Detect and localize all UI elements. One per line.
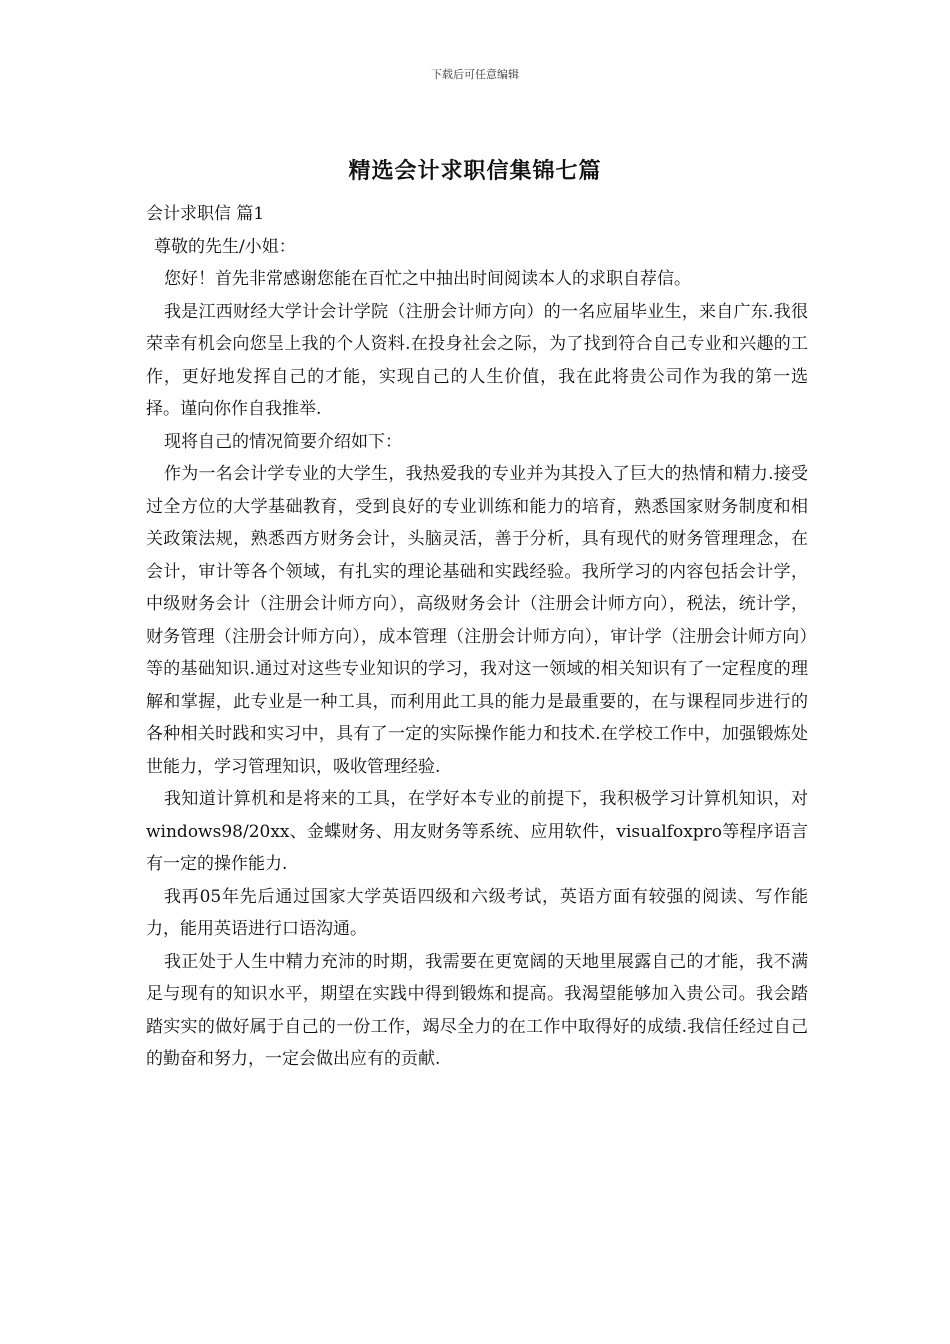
document-title: 精选会计求职信集锦七篇 bbox=[348, 158, 602, 184]
section-heading: 会计求职信 篇1 bbox=[146, 204, 265, 224]
document-body bbox=[146, 198, 808, 1076]
paragraph-greeting: 您好！首先非常感谢您能在百忙之中抽出时间阅读本人的求职自荐信。 bbox=[164, 269, 691, 289]
paragraph-education: 作为一名会计学专业的大学生，我热爱我的专业并为其投入了巨大的热情和精力.接受过全方位的大学基础教育，受到良好的专业训练和能力的培育，熟悉国家财务制度和相关政策法规，熟悉西方财务会计，头脑灵活，善于分析，具有现代的财务管理理念，在会计，审计等各个领域，有扎实的理论基础和实践经验。我所学习的内容包括会计学，中级财务会计（注册会计师方向），高级财务会计（注册会计师方向），税法，统计学，财务管理（注册会计师方向），成本管理（注册会计师方向），审计学（注册会计师方向）等的基础知识.通过对这些专业知识的学习，我对这一领域的相关知识有了一定程度的理解和掌握，此专业是一种工具，而利用此工具的能力是最重要的，在与课程同步进行的各种相关时践和实习中，具有了一定的实际操作能力和技术.在学校工作中，加强锻炼处世能力，学习管理知识，吸收管理经验. bbox=[146, 464, 808, 777]
salutation: 尊敬的先生/小姐： bbox=[154, 236, 296, 257]
header-note: 下载后可任意编辑 bbox=[431, 68, 519, 81]
paragraph-computer-skills: 我知道计算机和是将来的工具，在学好本专业的前提下，我积极学习计算机知识，对windows98/20xx、金蝶财务、用友财务等系统、应用软件，visualfoxpro等程序语言有一定的操作能力. bbox=[146, 789, 808, 874]
paragraph-overview-lead: 现将自己的情况简要介绍如下： bbox=[164, 431, 402, 452]
paragraph-closing: 我正处于人生中精力充沛的时期，我需要在更宽阔的天地里展露自己的才能，我不满足与现有的知识水平，期望在实践中得到锻炼和提高。我渴望能够加入贵公司。我会踏踏实实的做好属于自己的一份工作，竭尽全力的在工作中取得好的成绩.我信任经过自己的勤奋和努力，一定会做出应有的贡献. bbox=[146, 951, 808, 1069]
paragraph-english-skills: 我再05年先后通过国家大学英语四级和六级考试，英语方面有较强的阅读、写作能力，能用英语进行口语沟通。 bbox=[146, 886, 808, 939]
paragraph-introduction: 我是江西财经大学计会计学院（注册会计师方向）的一名应届毕业生，来自广东.我很荣幸有机会向您呈上我的个人资料.在投身社会之际，为了找到符合自己专业和兴趣的工作，更好地发挥自己的才能，实现自己的人生价值，我在此将贵公司作为我的第一选择。谨向你作自我推举. bbox=[146, 301, 808, 419]
